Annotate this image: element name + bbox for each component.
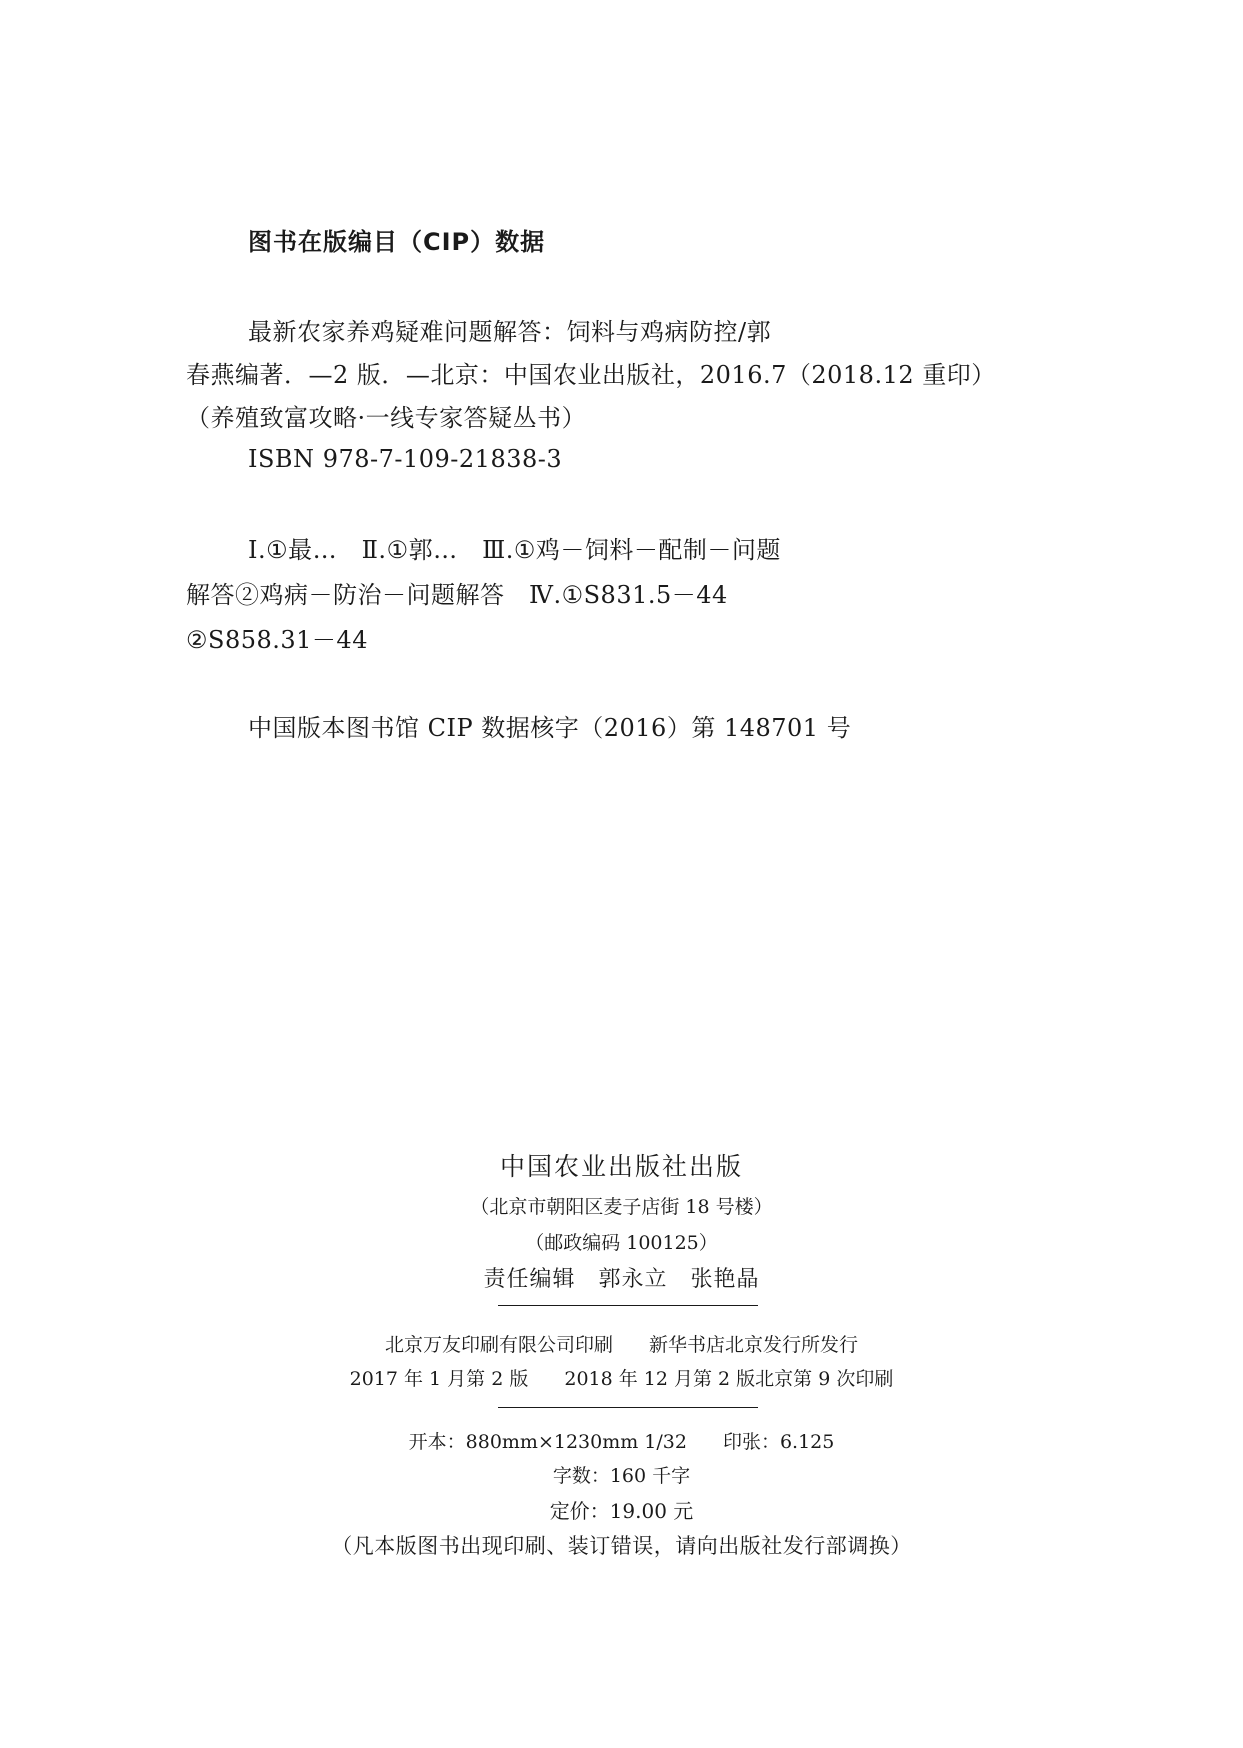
cip-author-line: 春燕编著．—2 版．—北京：中国农业出版社，2016.7（2018.12 重印） <box>186 361 996 389</box>
printer: 北京万友印刷有限公司印刷 <box>384 1334 613 1356</box>
publisher-address: （北京市朝阳区麦子店街 18 号楼） <box>470 1196 773 1218</box>
cip-series-line: （养殖致富攻略·一线专家答疑丛书） <box>186 404 587 432</box>
word-count: 字数：160 千字 <box>552 1465 691 1487</box>
publisher-postcode: （邮政编码 100125） <box>525 1232 718 1254</box>
format: 开本：880mm×1230mm 1/32 <box>408 1431 687 1453</box>
divider-rule <box>498 1407 758 1408</box>
cip-record-number: 中国版本图书馆 CIP 数据核字（2016）第 148701 号 <box>248 714 852 742</box>
distributor: 新华书店北京发行所发行 <box>649 1334 859 1356</box>
cip-subject-line-1: Ⅰ.①最… Ⅱ.①郭… Ⅲ.①鸡－饲料－配制－问题 <box>248 536 781 564</box>
divider-rule <box>498 1305 758 1306</box>
publisher-name: 中国农业出版社出版 <box>499 1152 743 1181</box>
responsible-editors: 责任编辑 郭永立 张艳晶 <box>483 1267 760 1292</box>
cip-subject-line-2: 解答②鸡病－防治－问题解答 Ⅳ.①S831.5－44 <box>186 581 728 609</box>
replacement-notice: （凡本版图书出现印刷、装订错误，请向出版社发行部调换） <box>331 1534 912 1558</box>
cip-subject-line-3: ②S858.31－44 <box>186 626 368 654</box>
sheets: 印张：6.125 <box>722 1431 835 1453</box>
edition: 2017 年 1 月第 2 版 <box>349 1368 529 1390</box>
format-sheets-line <box>0 1427 1243 1454</box>
price: 定价：19.00 元 <box>549 1499 694 1523</box>
cip-heading: 图书在版编目（CIP）数据 <box>248 228 546 256</box>
edition-printing-line <box>0 1364 1243 1391</box>
printer-distributor-line <box>0 1330 1243 1357</box>
cip-title-line: 最新农家养鸡疑难问题解答：饲料与鸡病防控/郭 <box>248 318 772 346</box>
cip-isbn: ISBN 978-7-109-21838-3 <box>248 445 563 473</box>
printing: 2018 年 12 月第 2 版北京第 9 次印刷 <box>564 1368 894 1390</box>
